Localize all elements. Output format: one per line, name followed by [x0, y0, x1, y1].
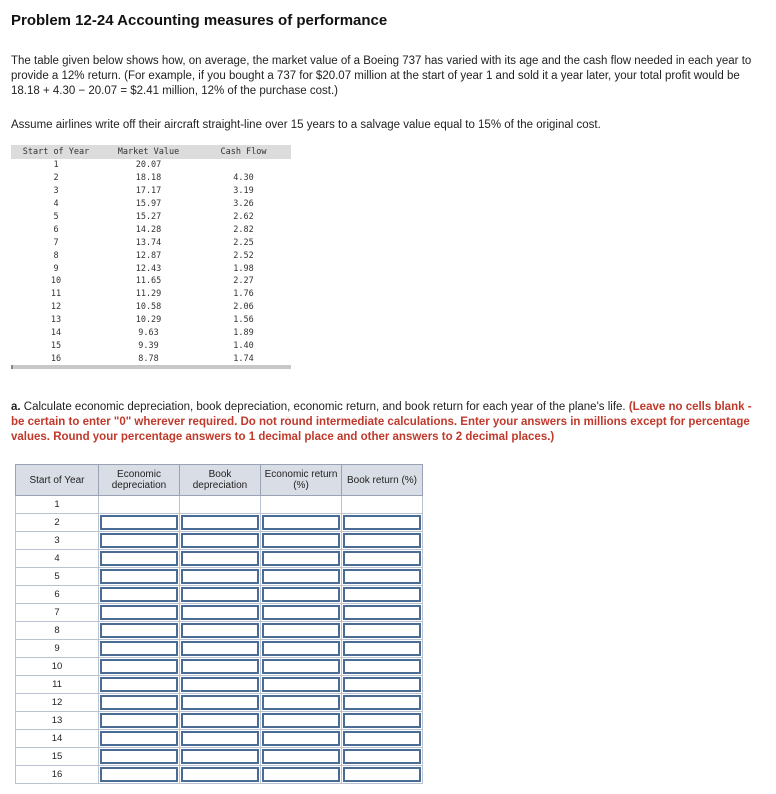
answer-cell — [99, 748, 180, 766]
answer-cell — [99, 550, 180, 568]
answer-cell — [261, 748, 342, 766]
cash-flow-cell: 1.89 — [233, 328, 254, 339]
book-depreciation-input[interactable] — [181, 731, 259, 746]
book-return-input[interactable] — [343, 749, 421, 764]
answer-cell — [342, 586, 423, 604]
answer-cell — [261, 586, 342, 604]
book-depreciation-input[interactable] — [181, 515, 259, 530]
book-depreciation-input[interactable] — [181, 659, 259, 674]
table-row — [16, 550, 423, 568]
economic-return-input[interactable] — [262, 695, 340, 710]
answer-cell — [99, 568, 180, 586]
answer-cell — [261, 532, 342, 550]
answer-cell — [180, 694, 261, 712]
answer-cell — [99, 622, 180, 640]
answer-year-cell: 7 — [16, 604, 99, 622]
market-value-table — [11, 145, 291, 365]
answer-table-header — [16, 465, 423, 496]
cash-flow-cell: 2.62 — [233, 212, 254, 222]
answer-cell — [342, 676, 423, 694]
answer-cell — [180, 514, 261, 532]
book-depreciation-input[interactable] — [181, 587, 259, 602]
answer-year-cell: 1 — [16, 496, 99, 514]
answer-cell — [99, 604, 180, 622]
answer-cell — [261, 550, 342, 568]
instruction-text — [11, 400, 766, 445]
answer-year-cell: 13 — [16, 712, 99, 730]
year-cell: 13 — [50, 315, 62, 326]
market-value-cell: 8.78 — [138, 353, 159, 364]
economic-return-input[interactable] — [262, 623, 340, 638]
answer-year-cell: 15 — [16, 748, 99, 766]
cash-flow-cell: 2.25 — [233, 237, 254, 248]
table-row — [16, 532, 423, 550]
market-value-cell: 10.58 — [135, 302, 162, 313]
cash-flow-cell: 2.82 — [233, 224, 254, 235]
book-return-input[interactable] — [343, 677, 421, 692]
answer-cell — [261, 766, 342, 784]
book-return-input[interactable] — [343, 659, 421, 674]
table-row — [11, 262, 291, 275]
market-value-table-container — [11, 145, 291, 369]
book-return-input[interactable] — [343, 569, 421, 584]
answer-cell — [180, 730, 261, 748]
economic-depreciation-input[interactable] — [100, 767, 178, 782]
answer-cell — [99, 712, 180, 730]
year-cell: 14 — [50, 328, 62, 339]
answer-cell — [342, 550, 423, 568]
table-row — [11, 236, 291, 249]
economic-depreciation-input[interactable] — [100, 515, 178, 530]
book-return-input[interactable] — [343, 695, 421, 710]
answer-cell — [180, 640, 261, 658]
answer-cell — [261, 694, 342, 712]
book-return-input[interactable] — [343, 515, 421, 530]
table-row — [11, 185, 291, 198]
book-depreciation-input[interactable] — [181, 551, 259, 566]
answer-cell — [180, 532, 261, 550]
book-depreciation-input[interactable] — [181, 641, 259, 656]
market-value-cell: 15.27 — [135, 212, 162, 222]
year-cell: 11 — [50, 289, 62, 300]
market-value-cell: 11.65 — [135, 276, 162, 287]
economic-return-input[interactable] — [262, 515, 340, 530]
answer-cell — [342, 496, 423, 514]
economic-return-input[interactable] — [262, 551, 340, 566]
market-value-cell: 13.74 — [135, 237, 162, 248]
cash-flow-cell: 2.06 — [233, 302, 254, 313]
cash-flow-cell — [196, 159, 291, 172]
answer-year-cell: 8 — [16, 622, 99, 640]
book-return-input[interactable] — [343, 605, 421, 620]
economic-return-input[interactable] — [262, 731, 340, 746]
year-cell: 6 — [53, 224, 59, 235]
book-depreciation-input[interactable] — [181, 623, 259, 638]
answer-year-cell: 4 — [16, 550, 99, 568]
year-cell: 2 — [53, 173, 59, 184]
year-cell: 1 — [53, 160, 59, 171]
answer-cell — [180, 568, 261, 586]
answer-cell — [180, 550, 261, 568]
answer-year-cell: 14 — [16, 730, 99, 748]
book-depreciation-input[interactable] — [181, 677, 259, 692]
answer-table — [15, 464, 423, 784]
answer-cell — [261, 622, 342, 640]
market-value-cell: 18.18 — [135, 173, 162, 184]
table-row — [16, 568, 423, 586]
table-row — [11, 159, 291, 172]
answer-cell — [99, 532, 180, 550]
answer-cell — [180, 586, 261, 604]
economic-depreciation-input[interactable] — [100, 695, 178, 710]
year-cell: 10 — [50, 276, 62, 287]
table-row — [16, 622, 423, 640]
table-row — [16, 766, 423, 784]
answer-year-cell: 6 — [16, 586, 99, 604]
year-cell: 4 — [53, 199, 59, 210]
year-cell: 12 — [50, 302, 62, 313]
economic-return-input[interactable] — [262, 587, 340, 602]
answer-cell — [261, 712, 342, 730]
answer-cell — [180, 496, 261, 514]
economic-return-input[interactable] — [262, 605, 340, 620]
cash-flow-cell: 1.74 — [233, 353, 254, 364]
book-depreciation-input[interactable] — [181, 695, 259, 710]
market-value-cell: 9.39 — [138, 340, 159, 351]
table-row — [16, 658, 423, 676]
table-row — [11, 314, 291, 327]
economic-return-input[interactable] — [262, 659, 340, 674]
answer-cell — [342, 766, 423, 784]
table-row — [11, 211, 291, 224]
economic-depreciation-input[interactable] — [100, 659, 178, 674]
table-row — [11, 327, 291, 340]
table-row — [16, 748, 423, 766]
answer-year-cell: 16 — [16, 766, 99, 784]
answer-cell — [342, 622, 423, 640]
table-row — [11, 288, 291, 301]
instruction-emphasis: (Leave no cells blank - be certain to enter "0" wherever required. Do not round intermediate calculations. Enter your answers in millions except for percentage values. Round your percentage answers to 1 decimal place and other answers to 2 decimal places.) — [11, 401, 752, 443]
book-return-input[interactable] — [343, 641, 421, 656]
cash-flow-cell: 4.30 — [233, 173, 254, 184]
answer-cell — [342, 604, 423, 622]
answer-cell — [342, 658, 423, 676]
table-row — [16, 640, 423, 658]
book-return-input[interactable] — [343, 587, 421, 602]
table-row — [16, 586, 423, 604]
market-value-cell: 12.43 — [135, 263, 162, 274]
answer-cell — [99, 640, 180, 658]
economic-depreciation-input[interactable] — [100, 533, 178, 548]
answer-cell — [261, 604, 342, 622]
cash-flow-cell: 1.98 — [233, 263, 254, 274]
table-row — [11, 249, 291, 262]
answer-cell — [180, 748, 261, 766]
market-value-cell: 12.87 — [135, 250, 162, 261]
answer-cell — [99, 694, 180, 712]
answer-cell — [342, 568, 423, 586]
answer-cell — [99, 658, 180, 676]
answer-cell — [342, 748, 423, 766]
market-value-cell: 20.07 — [135, 160, 162, 171]
market-value-cell: 17.17 — [135, 186, 162, 197]
market-value-cell: 10.29 — [135, 315, 162, 326]
problem-description: The table given below shows how, on average, the market value of a Boeing 737 has varied with its age and the cash flow needed in each year to provide a 12% return. (For example, if you bought a 737 for $20.07 million at the start of year 1 and sold it a year later, your total profit would be 18.18 + 4.30 − 20.07 = $2.41 million, 12% of the purchase cost.) — [11, 55, 752, 97]
answer-cell — [342, 514, 423, 532]
answer-cell — [342, 694, 423, 712]
table-row — [16, 604, 423, 622]
economic-return-input[interactable] — [262, 749, 340, 764]
economic-return-input[interactable] — [262, 641, 340, 656]
answer-cell — [99, 514, 180, 532]
economic-depreciation-input[interactable] — [100, 731, 178, 746]
table-row — [11, 223, 291, 236]
table-scrollbar[interactable] — [11, 365, 291, 369]
table-row — [16, 676, 423, 694]
economic-depreciation-input[interactable] — [100, 587, 178, 602]
market-value-cell: 9.63 — [138, 328, 159, 339]
cash-flow-cell: 2.52 — [233, 250, 254, 261]
table-row — [11, 198, 291, 211]
answer-col-start-of-year: Start of Year — [16, 465, 99, 496]
market-value-cell: 14.28 — [135, 224, 162, 235]
answer-cell — [99, 586, 180, 604]
book-depreciation-input[interactable] — [181, 569, 259, 584]
answer-col-book-return: Book return (%) — [342, 465, 423, 496]
answer-cell — [342, 712, 423, 730]
market-value-cell: 15.97 — [135, 199, 162, 210]
answer-cell — [180, 604, 261, 622]
answer-cell — [261, 568, 342, 586]
economic-return-input[interactable] — [262, 533, 340, 548]
year-cell: 5 — [53, 212, 59, 222]
answer-cell — [180, 622, 261, 640]
book-return-input[interactable] — [343, 731, 421, 746]
table-row — [16, 496, 423, 514]
answer-cell — [180, 766, 261, 784]
year-cell: 8 — [53, 250, 59, 261]
table-row — [11, 275, 291, 288]
year-cell: 9 — [53, 263, 59, 274]
market-value-cell: 11.29 — [135, 289, 162, 300]
table-row — [16, 694, 423, 712]
cash-flow-cell: 3.26 — [233, 199, 254, 210]
answer-year-cell: 9 — [16, 640, 99, 658]
economic-return-input[interactable] — [262, 713, 340, 728]
answer-col-economic-return: Economic return (%) — [261, 465, 342, 496]
economic-depreciation-input[interactable] — [100, 551, 178, 566]
col-header-market-value: Market Value — [101, 145, 196, 159]
answer-year-cell: 10 — [16, 658, 99, 676]
book-depreciation-input[interactable] — [181, 767, 259, 782]
cash-flow-cell: 2.27 — [233, 276, 254, 287]
cash-flow-cell: 1.56 — [233, 315, 254, 326]
answer-cell — [99, 766, 180, 784]
answer-cell — [261, 640, 342, 658]
instruction-body: Calculate economic depreciation, book depreciation, economic return, and book return for each year of the plane's life. — [20, 401, 629, 413]
economic-depreciation-input[interactable] — [100, 677, 178, 692]
book-depreciation-input[interactable] — [181, 605, 259, 620]
answer-cell — [261, 730, 342, 748]
market-value-table-header — [11, 145, 291, 159]
col-header-start-of-year: Start of Year — [11, 145, 101, 159]
economic-return-input[interactable] — [262, 767, 340, 782]
answer-cell — [180, 676, 261, 694]
answer-cell — [261, 496, 342, 514]
answer-cell — [180, 658, 261, 676]
cash-flow-cell: 1.76 — [233, 289, 254, 300]
answer-cell — [99, 676, 180, 694]
year-cell: 7 — [53, 237, 59, 248]
answer-year-cell: 11 — [16, 676, 99, 694]
answer-year-cell: 3 — [16, 532, 99, 550]
col-header-cash-flow: Cash Flow — [196, 145, 291, 159]
table-row — [16, 712, 423, 730]
answer-cell — [261, 658, 342, 676]
answer-cell — [99, 496, 180, 514]
book-return-input[interactable] — [343, 713, 421, 728]
problem-assumption: Assume airlines write off their aircraft straight-line over 15 years to a salvage value equal to 15% of the original cost. — [11, 119, 601, 131]
economic-depreciation-input[interactable] — [100, 569, 178, 584]
economic-depreciation-input[interactable] — [100, 749, 178, 764]
table-row — [16, 730, 423, 748]
economic-depreciation-input[interactable] — [100, 623, 178, 638]
table-row — [11, 172, 291, 185]
book-depreciation-input[interactable] — [181, 749, 259, 764]
answer-col-book-depreciation: Book depreciation — [180, 465, 261, 496]
answer-cell — [342, 730, 423, 748]
economic-return-input[interactable] — [262, 677, 340, 692]
economic-depreciation-input[interactable] — [100, 641, 178, 656]
book-return-input[interactable] — [343, 533, 421, 548]
answer-cell — [342, 640, 423, 658]
problem-title: Problem 12-24 Accounting measures of performance — [11, 12, 388, 29]
table-row — [16, 514, 423, 532]
cash-flow-cell: 1.40 — [233, 340, 254, 351]
book-return-input[interactable] — [343, 551, 421, 566]
book-depreciation-input[interactable] — [181, 713, 259, 728]
answer-cell — [99, 730, 180, 748]
instruction-label: a. — [11, 401, 21, 413]
answer-cell — [342, 532, 423, 550]
economic-return-input[interactable] — [262, 569, 340, 584]
book-return-input[interactable] — [343, 767, 421, 782]
year-cell: 3 — [53, 186, 59, 197]
table-row — [11, 352, 291, 365]
answer-cell — [261, 514, 342, 532]
table-row — [11, 339, 291, 352]
book-depreciation-input[interactable] — [181, 533, 259, 548]
economic-depreciation-input[interactable] — [100, 713, 178, 728]
year-cell: 16 — [50, 353, 62, 364]
book-return-input[interactable] — [343, 623, 421, 638]
year-cell: 15 — [50, 340, 62, 351]
answer-year-cell: 2 — [16, 514, 99, 532]
answer-year-cell: 12 — [16, 694, 99, 712]
cash-flow-cell: 3.19 — [233, 186, 254, 197]
answer-cell — [180, 712, 261, 730]
table-row — [11, 301, 291, 314]
answer-col-economic-depreciation: Economic depreciation — [99, 465, 180, 496]
economic-depreciation-input[interactable] — [100, 605, 178, 620]
answer-cell — [261, 676, 342, 694]
answer-year-cell: 5 — [16, 568, 99, 586]
